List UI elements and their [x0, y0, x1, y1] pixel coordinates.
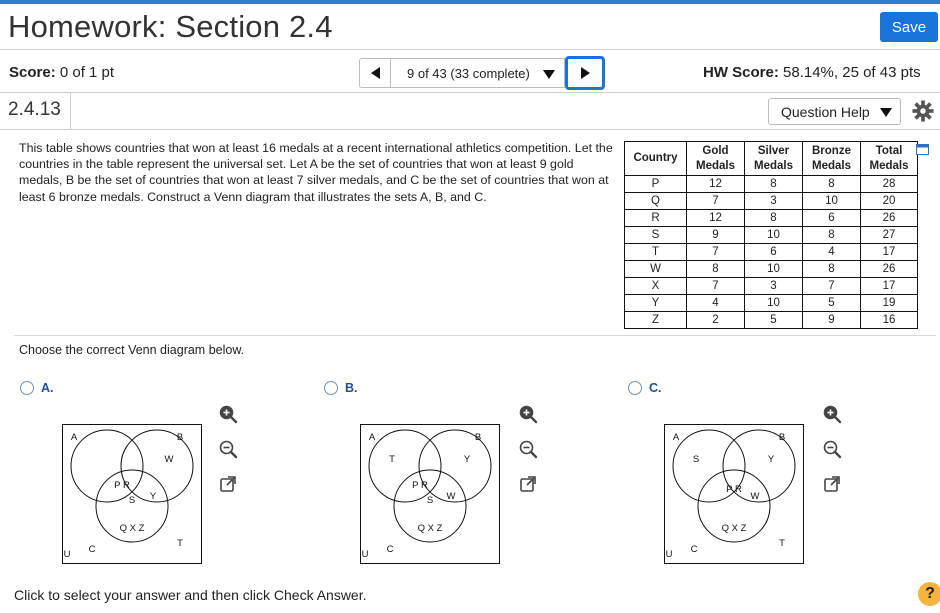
- table-row: [625, 210, 918, 227]
- arrow-right-icon: [581, 67, 590, 79]
- prompt: Choose the correct Venn diagram below.: [19, 343, 245, 357]
- page-title: Homework: Section 2.4: [8, 9, 333, 44]
- venn-set-label: A: [368, 432, 376, 443]
- table-cell: 10: [745, 227, 803, 244]
- venn-set-label: U: [361, 549, 369, 560]
- venn-label: P R: [412, 480, 428, 491]
- zoom-in-icon[interactable]: [822, 404, 842, 424]
- table-row: [625, 193, 918, 210]
- venn-label: Q X Z: [417, 523, 443, 534]
- venn-label: S: [426, 495, 434, 506]
- venn-set-label: B: [176, 432, 184, 443]
- table-cell: P: [625, 176, 687, 193]
- table-cell: W: [625, 261, 687, 278]
- venn-diagram: [62, 424, 202, 564]
- venn-label: W: [164, 454, 174, 465]
- table-cell: 12: [687, 176, 745, 193]
- table-cell: 8: [803, 261, 861, 278]
- table-cell: T: [625, 244, 687, 261]
- option-label: C.: [649, 381, 662, 395]
- table-cell: 20: [861, 193, 918, 210]
- zoom-in-icon[interactable]: [218, 404, 238, 424]
- table-header: Total Medals: [861, 142, 918, 176]
- venn-label: Q X Z: [119, 523, 145, 534]
- divider: [0, 49, 940, 50]
- footer-instruction: Click to select your answer and then click Check Answer.: [14, 587, 367, 603]
- table-cell: 17: [861, 278, 918, 295]
- venn-label: T: [779, 538, 785, 549]
- venn-diagram: [360, 424, 500, 564]
- open-new-window-icon[interactable]: [518, 474, 538, 494]
- table-cell: 7: [803, 278, 861, 295]
- table-cell: 7: [687, 193, 745, 210]
- venn-set-label: C: [88, 544, 96, 555]
- table-cell: 10: [745, 295, 803, 312]
- medal-table: [624, 141, 918, 329]
- venn-universe-box: [361, 425, 500, 564]
- table-cell: 28: [861, 176, 918, 193]
- table-cell: 17: [861, 244, 918, 261]
- table-cell: 26: [861, 210, 918, 227]
- gear-icon[interactable]: [912, 100, 934, 122]
- table-cell: 3: [745, 278, 803, 295]
- table-cell: 19: [861, 295, 918, 312]
- table-cell: 4: [687, 295, 745, 312]
- table-row: [625, 176, 918, 193]
- question-help-dropdown[interactable]: Question Help: [768, 98, 901, 125]
- arrow-left-icon: [371, 67, 380, 79]
- table-cell: 8: [687, 261, 745, 278]
- table-cell: 10: [745, 261, 803, 278]
- table-cell: Q: [625, 193, 687, 210]
- radio-button[interactable]: [628, 381, 642, 395]
- table-cell: S: [625, 227, 687, 244]
- radio-button[interactable]: [324, 381, 338, 395]
- divider: [0, 129, 940, 130]
- table-row: [625, 295, 918, 312]
- zoom-out-icon[interactable]: [518, 439, 538, 459]
- option-label: A.: [41, 381, 54, 395]
- venn-set-label: C: [690, 544, 698, 555]
- radio-button[interactable]: [20, 381, 34, 395]
- table-cell: 5: [745, 312, 803, 329]
- table-header: Gold Medals: [687, 142, 745, 176]
- table-cell: 10: [803, 193, 861, 210]
- venn-label: Y: [463, 454, 471, 465]
- zoom-out-icon[interactable]: [822, 439, 842, 459]
- zoom-out-icon[interactable]: [218, 439, 238, 459]
- previous-question-button[interactable]: [359, 58, 391, 88]
- open-new-window-icon[interactable]: [218, 474, 238, 494]
- hw-score: HW Score: 58.14%, 25 of 43 pts: [703, 64, 921, 81]
- chevron-down-icon: [543, 70, 555, 79]
- question-number: 2.4.13: [0, 93, 71, 129]
- venn-set-label: U: [63, 549, 71, 560]
- problem-statement: This table shows countries that won at least 16 medals at a recent international athletics competition. Let the countries in the table represent the universal set. Let A be the set of countries that won at least 9 gold medals, B be the set of countries that won at least 7 silver medals, and C be the set of countries that won at least 6 bronze medals. Construct a Venn diagram that illustrates the sets A, B, and C.: [19, 141, 613, 204]
- table-header: Country: [625, 142, 687, 176]
- table-cell: 9: [687, 227, 745, 244]
- table-row: [625, 261, 918, 278]
- answer-option-b[interactable]: [324, 381, 358, 395]
- table-cell: 8: [745, 176, 803, 193]
- chevron-down-icon: [880, 108, 892, 117]
- table-cell: 6: [803, 210, 861, 227]
- venn-label: Y: [149, 491, 157, 502]
- help-icon[interactable]: ?: [918, 582, 940, 606]
- venn-label: Q X Z: [721, 523, 747, 534]
- table-header: Bronze Medals: [803, 142, 861, 176]
- table-cell: 6: [745, 244, 803, 261]
- save-button[interactable]: Save: [880, 12, 938, 42]
- venn-set-label: B: [778, 432, 786, 443]
- venn-set-label: A: [672, 432, 680, 443]
- venn-diagram: [664, 424, 804, 564]
- next-question-button[interactable]: [565, 56, 605, 90]
- table-cell: Y: [625, 295, 687, 312]
- table-cell: 16: [861, 312, 918, 329]
- question-select[interactable]: 9 of 43 (33 complete): [390, 58, 565, 88]
- zoom-in-icon[interactable]: [518, 404, 538, 424]
- venn-label: W: [446, 491, 456, 502]
- table-cell: R: [625, 210, 687, 227]
- table-cell: X: [625, 278, 687, 295]
- venn-set-label: U: [665, 549, 673, 560]
- divider: [0, 92, 940, 93]
- venn-set-label: C: [386, 544, 394, 555]
- venn-set-label: B: [474, 432, 482, 443]
- table-cell: 27: [861, 227, 918, 244]
- venn-label: S: [128, 495, 136, 506]
- table-cell: 2: [687, 312, 745, 329]
- table-cell: 4: [803, 244, 861, 261]
- table-cell: 7: [687, 244, 745, 261]
- table-row: [625, 227, 918, 244]
- table-cell: 9: [803, 312, 861, 329]
- table-row: [625, 312, 918, 329]
- table-row: [625, 278, 918, 295]
- table-row: [625, 244, 918, 261]
- venn-label: T: [389, 454, 395, 465]
- venn-label: S: [692, 454, 700, 465]
- table-cell: 3: [745, 193, 803, 210]
- option-label: B.: [345, 381, 358, 395]
- table-cell: 8: [745, 210, 803, 227]
- venn-label: Y: [767, 454, 775, 465]
- venn-label: P R: [726, 484, 742, 495]
- venn-label: P R: [114, 480, 130, 491]
- table-cell: 8: [803, 176, 861, 193]
- expand-table-icon[interactable]: [916, 144, 929, 155]
- top-accent-bar: [0, 0, 940, 4]
- table-cell: 7: [687, 278, 745, 295]
- answer-option-a[interactable]: [20, 381, 54, 395]
- open-new-window-icon[interactable]: [822, 474, 842, 494]
- venn-label: W: [750, 491, 760, 502]
- table-cell: 26: [861, 261, 918, 278]
- divider: [14, 335, 936, 336]
- answer-option-c[interactable]: [628, 381, 662, 395]
- table-cell: 8: [803, 227, 861, 244]
- table-header: Silver Medals: [745, 142, 803, 176]
- table-cell: 5: [803, 295, 861, 312]
- table-cell: Z: [625, 312, 687, 329]
- venn-set-label: A: [70, 432, 78, 443]
- venn-label: T: [177, 538, 183, 549]
- score: Score: 0 of 1 pt: [9, 64, 115, 81]
- table-cell: 12: [687, 210, 745, 227]
